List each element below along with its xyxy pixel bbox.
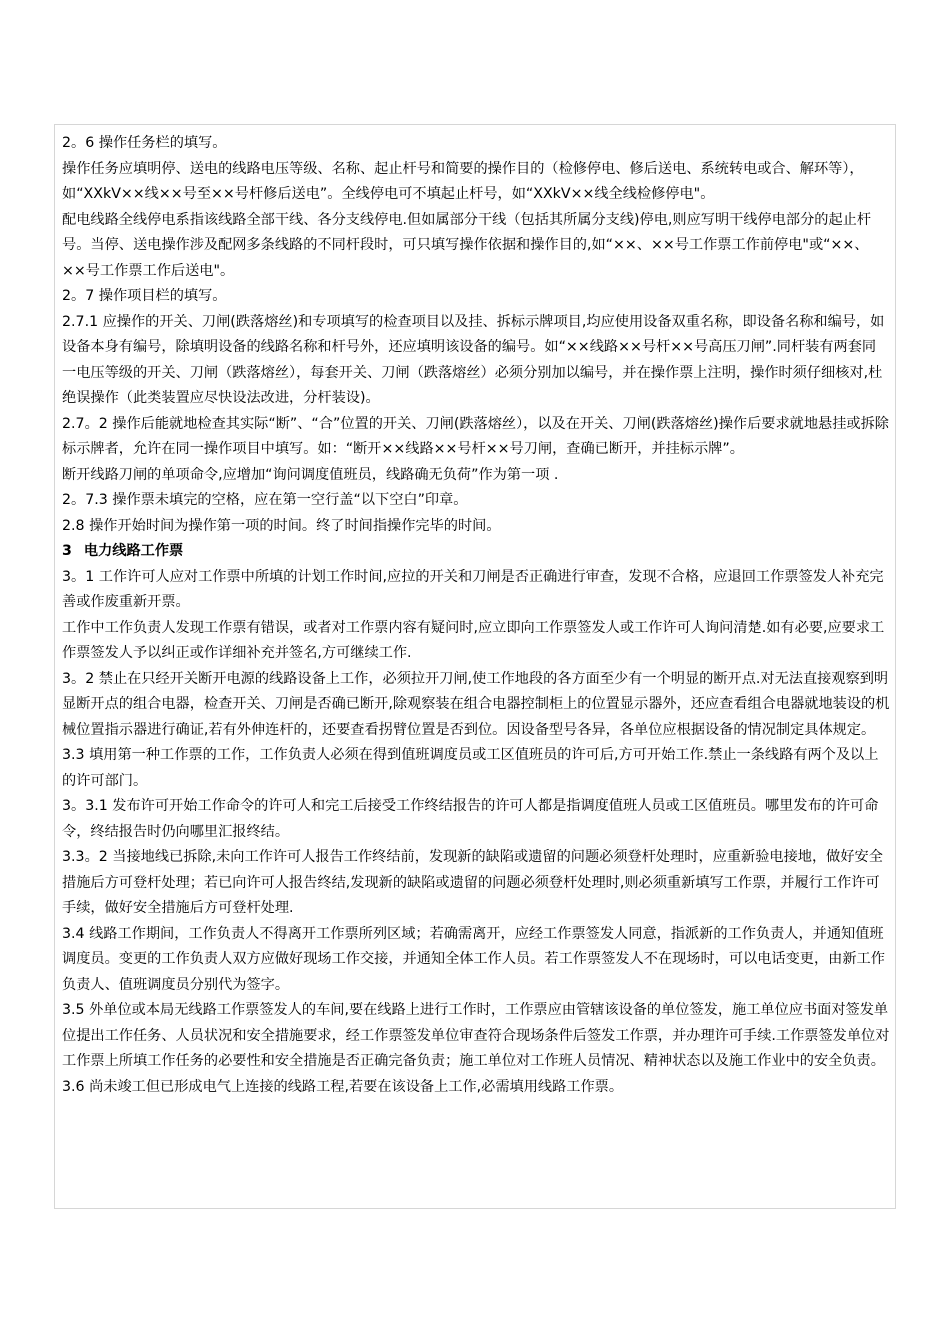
paragraph-2-7-1: 2.7.1 应操作的开关、刀闸(跌落熔丝)和专项填写的检查项目以及挂、拆标示牌项目,均应使用设备双重名称，即设备名称和编号，如设备本身有编号，除填明设备的线路名称和杆号外，还应填明该设备的编号。如“××线路××号杆××号高压刀闸”.同杆装有两套同一电压等级的开关、刀闸（跌落熔丝），每套开关、刀闸（跌落熔丝）必须分别加以编号，并在操作票上注明，操作时须仔细核对,杜绝误操作（此类装置应尽快设法改进，分杆装设)。 bbox=[62, 313, 885, 406]
paragraph-operation-task: 操作任务应填明停、送电的线路电压等级、名称、起止杆号和简要的操作目的（检修停电、修后送电、系统转电或合、解环等），如“XXkV××线××号至××号杆修后送电”。全线停电可不填起止杆号，如“XXkV××线全线检修停电"。 bbox=[62, 160, 864, 202]
paragraph-3-2: 3。2 禁止在只经开关断开电源的线路设备上工作，必须拉开刀闸,使工作地段的各方面至少有一个明显的断开点.对无法直接观察到明显断开点的组合电器，检查开关、刀闸是否确已断开,除观察装在组合电器控制柜上的位置显示器外，还应查看组合电器就地装设的机械位置指示器进行确证,若有外伸连杆的，还要查看拐臂位置是否到位。因设备型号各异，各单位应根据设备的情况制定具体规定。 bbox=[62, 670, 890, 738]
paragraph-ticket-error: 工作中工作负责人发现工作票有错误，或者对工作票内容有疑问时,应立即向工作票签发人或工作许可人询问清楚.如有必要,应要求工作票签发人予以纠正或作详细补充并签名,方可继续工作. bbox=[62, 619, 885, 661]
paragraph-3-5: 3.5 外单位或本局无线路工作票签发人的车间,要在线路上进行工作时，工作票应由管辖该设备的单位签发，施工单位应书面对签发单位提出工作任务、人员状况和安全措施要求，经工作票签发单位审查符合现场条件后签发工作票，并办理许可手续.工作票签发单位对工作票上所填工作任务的必要性和安全措施是否正确完备负责；施工单位对工作班人员情况、精神状态以及施工作业中的安全负责。 bbox=[62, 1002, 890, 1069]
document-body bbox=[62, 131, 890, 1100]
paragraph-3-3-2: 3.3。2 当接地线已拆除,未向工作许可人报告工作终结前，发现新的缺陷或遗留的问题必须登杆处理时，应重新验电接地，做好安全措施后方可登杆处理；若已向许可人报告终结,发现新的缺陷或遗留的问题必须登杆处理时,则必须重新填写工作票，并履行工作许可手续，做好安全措施后方可登杆处理. bbox=[62, 849, 883, 916]
section-3-heading bbox=[62, 539, 890, 565]
paragraph-3-1: 3。1 工作许可人应对工作票中所填的计划工作时间,应拉的开关和刀闸是否正确进行审查，发现不合格，应退回工作票签发人补充完善或作废重新开票。 bbox=[62, 568, 884, 610]
section-3-number: 3 bbox=[62, 543, 72, 559]
paragraph-3-3: 3.3 填用第一种工作票的工作，工作负责人必须在得到值班调度员或工区值班员的许可后,方可开始工作.禁止一条线路有两个及以上的许可部门。 bbox=[62, 747, 879, 789]
paragraph-2-7-2: 2.7。2 操作后能就地检查其实际“断”、“合”位置的开关、刀闸(跌落熔丝），以及在开关、刀闸(跌落熔丝)操作后要求就地悬挂或拆除标示牌者，允许在同一操作项目中填写。如：“断开××线路××号杆××号刀闸，查确已断开，并挂标示牌”。 bbox=[62, 415, 889, 457]
paragraph-3-6: 3.6 尚未竣工但已形成电气上连接的线路工程,若要在该设备上工作,必需填用线路工作票。 bbox=[62, 1078, 624, 1095]
paragraph-3-3-1: 3。3.1 发布许可开始工作命令的许可人和完工后接受工作终结报告的许可人都是指调度值班人员或工区值班员。哪里发布的许可命令，终结报告时仍向哪里汇报终结。 bbox=[62, 798, 879, 840]
section-2-7-heading: 2。7 操作项目栏的填写。 bbox=[62, 288, 227, 304]
paragraph-distribution-outage: 配电线路全线停电系指该线路全部干线、各分支线停电.但如属部分干线（包括其所属分支线)停电,则应写明干线停电部分的起止杆号。当停、送电操作涉及配网多条线路的不同杆段时，可只填写操作依据和操作目的,如“××、××号工作票工作前停电"或“××、××号工作票工作后送电"。 bbox=[62, 211, 872, 279]
paragraph-2-8: 2.8 操作开始时间为操作第一项的时间。终了时间指操作完毕的时间。 bbox=[62, 517, 501, 534]
section-3-title: 电力线路工作票 bbox=[83, 543, 184, 559]
section-2-6-heading: 2。6 操作任务栏的填写。 bbox=[62, 135, 227, 151]
paragraph-single-command: 断开线路刀闸的单项命令,应增加“询问调度值班员，线路确无负荷”作为第一项 . bbox=[62, 466, 559, 483]
paragraph-2-7-3: 2。7.3 操作票未填完的空格，应在第一空行盖“以下空白”印章。 bbox=[62, 492, 468, 508]
paragraph-3-4: 3.4 线路工作期间，工作负责人不得离开工作票所列区域；若确需离开，应经工作票签发人同意，指派新的工作负责人，并通知值班调度员。变更的工作负责人双方应做好现场工作交接，并通知全体工作人员。若工作票签发人不在现场时，可以电话变更，由新工作负责人、值班调度员分别代为签字。 bbox=[62, 925, 885, 993]
